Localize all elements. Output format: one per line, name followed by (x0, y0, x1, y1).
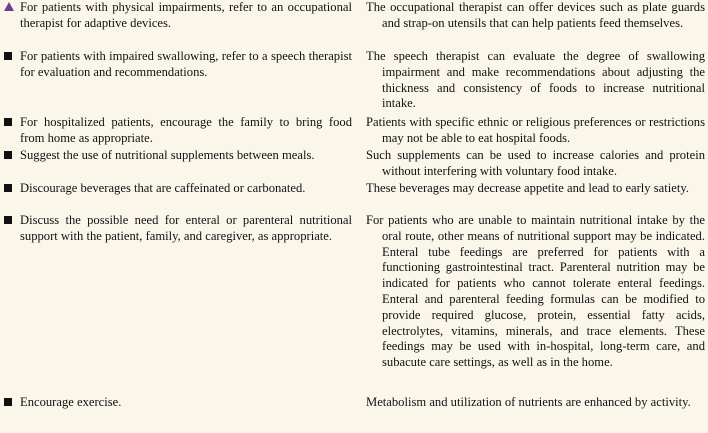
intervention-cell (4, 395, 352, 411)
intervention-cell (4, 181, 352, 197)
intervention-cell (4, 0, 352, 32)
rationale-cell (366, 213, 705, 371)
intervention-text: Discuss the possible need for enteral or parenteral nutritional support with the patient, family, and caregiver, as appropriate. (20, 213, 352, 243)
square-bullet-icon (4, 52, 12, 60)
rationale-text: Such supplements can be used to increase calories and protein without interfering with voluntary food intake. (366, 148, 705, 178)
triangle-bullet-icon (4, 2, 14, 11)
rationale-cell (366, 395, 705, 411)
rationale-text: For patients who are unable to maintain nutritional intake by the oral route, other means of nutritional support may be indicated. Enteral tube feedings are preferred for patients with a functioning gastrointestinal tract. Parenteral nutrition may be indicated for patients who cannot tolerate enteral feedings. Enteral and parenteral feeding formulas can be modified to provide required glucose, protein, essential fatty acids, electrolytes, vitamins, minerals, and trace elements. These feedings may be used with in-hospital, long-term care, and subacute care settings, as well as in the home. (366, 213, 705, 370)
intervention-cell (4, 115, 352, 147)
square-bullet-icon (4, 216, 12, 224)
rationale-cell (366, 115, 705, 147)
intervention-cell (4, 49, 352, 81)
rationale-text: The speech therapist can evaluate the degree of swallowing impairment and make recommendations about adjusting the thickness and consistency of foods to increase nutritional intake. (366, 49, 705, 111)
intervention-cell (4, 213, 352, 245)
intervention-text: Suggest the use of nutritional supplements between meals. (20, 148, 315, 162)
intervention-text: For patients with impaired swallowing, refer to a speech therapist for evaluation and recommendations. (20, 49, 352, 79)
square-bullet-icon (4, 398, 12, 406)
intervention-text: Encourage exercise. (20, 395, 122, 409)
intervention-text: For patients with physical impairments, refer to an occupational therapist for adaptive devices. (20, 0, 352, 30)
rationale-text: Patients with specific ethnic or religious preferences or restrictions may not be able to eat hospital foods. (366, 115, 705, 145)
square-bullet-icon (4, 184, 12, 192)
square-bullet-icon (4, 151, 12, 159)
rationale-cell (366, 148, 705, 180)
rationale-text: The occupational therapist can offer devices such as plate guards and strap-on utensils that can help patients feed themselves. (366, 0, 705, 30)
intervention-text: Discourage beverages that are caffeinated or carbonated. (20, 181, 306, 195)
rationale-cell (366, 0, 705, 32)
square-bullet-icon (4, 118, 12, 126)
rationale-cell (366, 181, 705, 197)
rationale-text: These beverages may decrease appetite and lead to early satiety. (366, 181, 689, 195)
rationale-text: Metabolism and utilization of nutrients are enhanced by activity. (366, 395, 691, 409)
intervention-cell (4, 148, 352, 164)
intervention-text: For hospitalized patients, encourage the family to bring food from home as appropriate. (20, 115, 352, 145)
rationale-cell (366, 49, 705, 112)
